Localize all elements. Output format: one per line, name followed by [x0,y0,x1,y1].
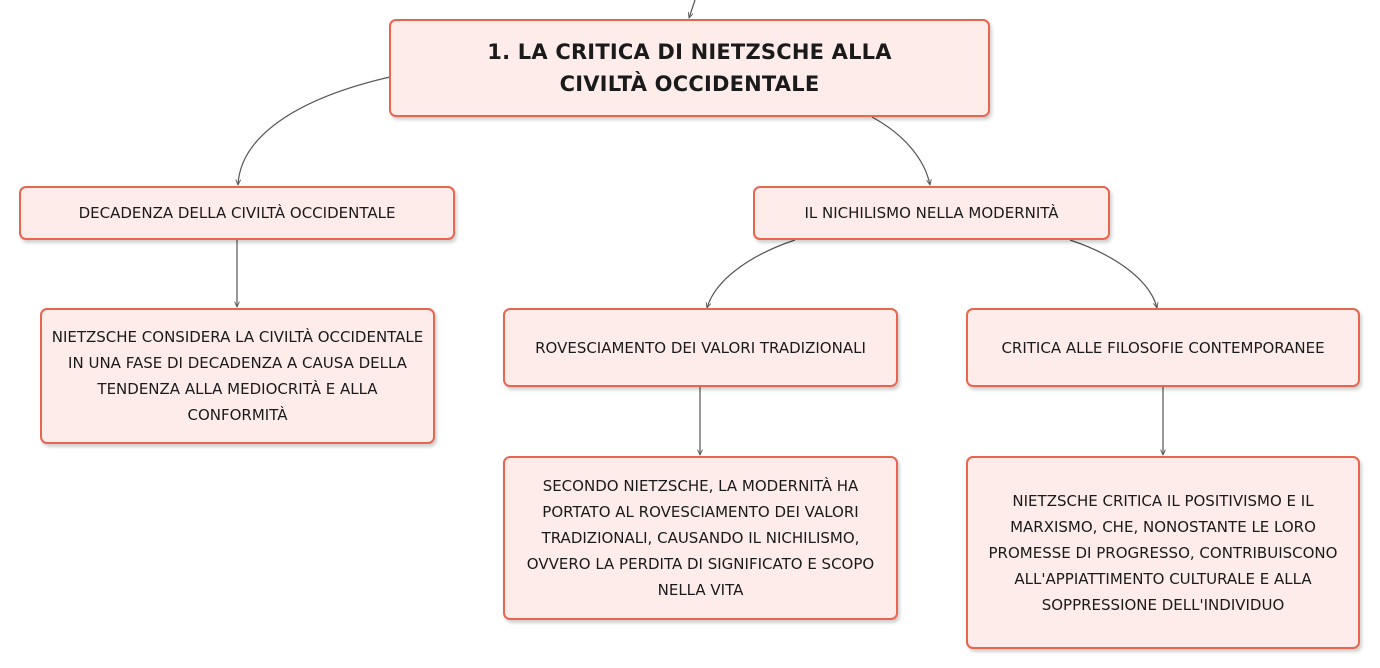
root-node[interactable] [389,19,990,117]
node-decadenza[interactable] [19,186,455,240]
node-nichilismo[interactable] [753,186,1110,240]
node-decadenza-detail-text: NIETZSCHE CONSIDERA LA CIVILTÀ OCCIDENTALE IN UNA FASE DI DECADENZA A CAUSA DELLA TENDENZA ALLA MEDIOCRITÀ E ALLA CONFORMITÀ [51,328,424,424]
node-critica-detail[interactable] [966,456,1360,649]
node-decadenza-detail[interactable] [40,308,435,444]
node-rovesciamento-detail-text: SECONDO NIETZSCHE, LA MODERNITÀ HA PORTATO AL ROVESCIAMENTO DEI VALORI TRADIZIONALI, CAUSANDO IL NICHILISMO, OVVERO LA PERDITA DI SIGNIFICATO E SCOPO NELLA VITA [526,477,875,599]
node-rovesciamento-detail[interactable] [503,456,898,620]
connector-incoming [689,0,695,18]
node-critica-detail-text: NIETZSCHE CRITICA IL POSITIVISMO E IL MARXISMO, CHE, NONOSTANTE LE LORO PROMESSE DI PROGRESSO, CONTRIBUISCONO ALL'APPIATTIMENTO CULTURALE E ALLA SOPPRESSIONE DELL'INDIVIDUO [988,491,1338,614]
connector-nichilismo-to-critica [1070,240,1157,308]
node-rovesciamento-label: ROVESCIAMENTO DEI VALORI TRADIZIONALI [535,338,866,357]
root-title: 1. LA CRITICA DI NIETZSCHE ALLA CIVILTÀ OCCIDENTALE [487,40,892,96]
node-rovesciamento[interactable] [503,308,898,387]
node-critica-label: CRITICA ALLE FILOSOFIE CONTEMPORANEE [1001,338,1325,357]
node-critica[interactable] [966,308,1360,387]
connector-root-to-nichilismo [872,117,930,185]
node-nichilismo-label: IL NICHILISMO NELLA MODERNITÀ [804,204,1059,222]
node-decadenza-label: DECADENZA DELLA CIVILTÀ OCCIDENTALE [78,204,396,222]
connector-nichilismo-to-rovesciamento [707,240,795,308]
connector-root-to-decadenza [238,77,390,185]
